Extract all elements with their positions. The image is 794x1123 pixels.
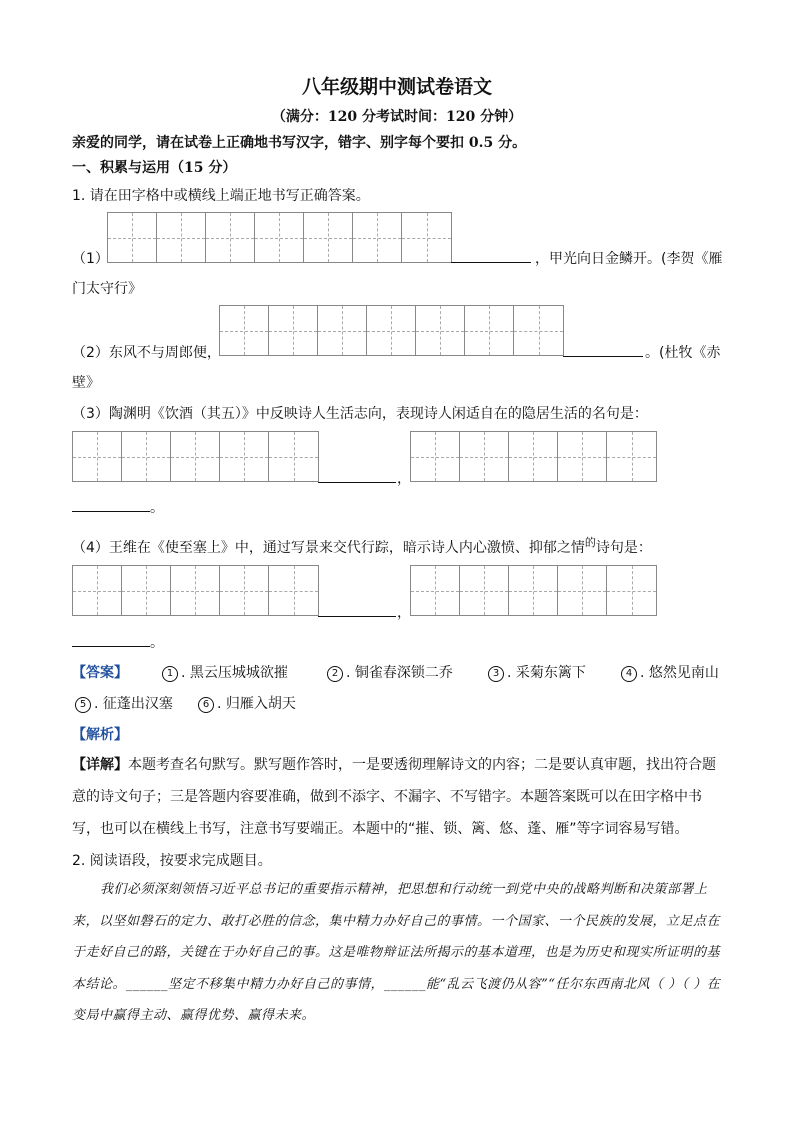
q1-part1-blank[interactable] xyxy=(451,248,531,267)
question-1-stem: 1. 请在田字格中或横线上端正地书写正确答案。 xyxy=(72,188,370,204)
q1-part1-label: （1） xyxy=(72,251,109,267)
q1-part4-period: 。 xyxy=(150,635,164,651)
answer-item: 1 . 黑云压城城欲摧 xyxy=(162,662,288,682)
q1-part1-line2: 门太守行》 xyxy=(72,281,142,297)
question-2-stem: 2. 阅读语段，按要求完成题目。 xyxy=(72,853,272,869)
q1-part4-grid-a[interactable] xyxy=(72,565,319,616)
q1-part3-blank-b[interactable] xyxy=(72,497,150,516)
q1-part3-blank-a[interactable] xyxy=(318,468,396,487)
q1-part4-blank-a[interactable] xyxy=(318,602,396,621)
page-subtitle: （满分：120 分考试时间：120 分钟） xyxy=(271,109,523,125)
q1-part3-grid-b[interactable] xyxy=(410,431,657,482)
q1-part3-grid-a[interactable] xyxy=(72,431,319,482)
q1-part4-blank-b[interactable] xyxy=(72,632,150,651)
q1-part2-line2: 壁》 xyxy=(72,375,100,391)
q1-part2-grid[interactable] xyxy=(219,305,564,356)
section-heading: 一、积累与运用（15 分） xyxy=(72,160,237,176)
answer-item: 2 . 铜雀春深锁二乔 xyxy=(327,662,453,682)
q1-part1-grid[interactable] xyxy=(107,212,452,263)
q1-part3-stem: （3）陶渊明《饮酒（其五）》中反映诗人生活志向，表现诗人闲适自在的隐居生活的名句是： xyxy=(72,406,648,422)
q1-part2-tail: 。(杜牧《赤 xyxy=(645,345,721,361)
q1-part3-comma: ， xyxy=(397,471,411,487)
q1-part4-grid-b[interactable] xyxy=(410,565,657,616)
q1-part2-label: （2）东风不与周郎便， xyxy=(72,345,221,361)
q1-part1-tail: ，甲光向日金鳞开。(李贺《雁 xyxy=(535,251,723,267)
answer-item: 3 . 采菊东篱下 xyxy=(488,662,586,682)
page-title: 八年级期中测试卷语文 xyxy=(301,76,492,98)
analysis-detail: 【详解】本题考查名句默写。默写题作答时，一是要透彻理解诗文的内容；二是要认真审题，找出符合题意的诗文句子；三是答题内容要准确，做到不添字、不漏字、不写错字。本题答案既可以在田字格中书写，也可以在横线上书写，注意书写要端正。本题中的“摧、锁、篱、悠、蓬、雁”等字词容易写错。 xyxy=(72,757,716,837)
analysis-label: 【解析】 xyxy=(72,727,128,743)
reading-passage: 我们必须深刻领悟习近平总书记的重要指示精神，把思想和行动统一到党中央的战略判断和决策部署上来，以坚如磐石的定力、敢打必胜的信念，集中精力办好自己的事情。一个国家、一个民族的发展，立足点在于走好自己的路，关键在于办好自己的事。这是唯物辩证法所揭示的基本道理，也是为历史和现实所证明的基本结论。______坚定不移集中精力办好自己的事情，______能“乱云飞渡仍从容”“任尔东西南北风（ ）（ ）在变局中赢得主动、赢得优势、赢得未来。 xyxy=(72,882,721,1023)
q1-part2-blank[interactable] xyxy=(563,342,643,361)
answer-label: 【答案】 xyxy=(72,665,128,681)
q1-part4-comma: ， xyxy=(397,605,411,621)
answer-item: 4 . 悠然见南山 xyxy=(621,662,719,682)
answer-item: 6 . 归雁入胡天 xyxy=(198,693,296,713)
q1-part3-period: 。 xyxy=(150,500,164,516)
notice: 亲爱的同学，请在试卷上正确地书写汉字，错字、别字每个要扣 0.5 分。 xyxy=(72,135,527,151)
answer-item: 5 . 征蓬出汉塞 xyxy=(75,693,173,713)
q1-part4-stem: （4）王维在《使至塞上》中，通过写景来交代行踪，暗示诗人内心激愤、抑郁之情$^的$诗句是： xyxy=(72,536,652,556)
